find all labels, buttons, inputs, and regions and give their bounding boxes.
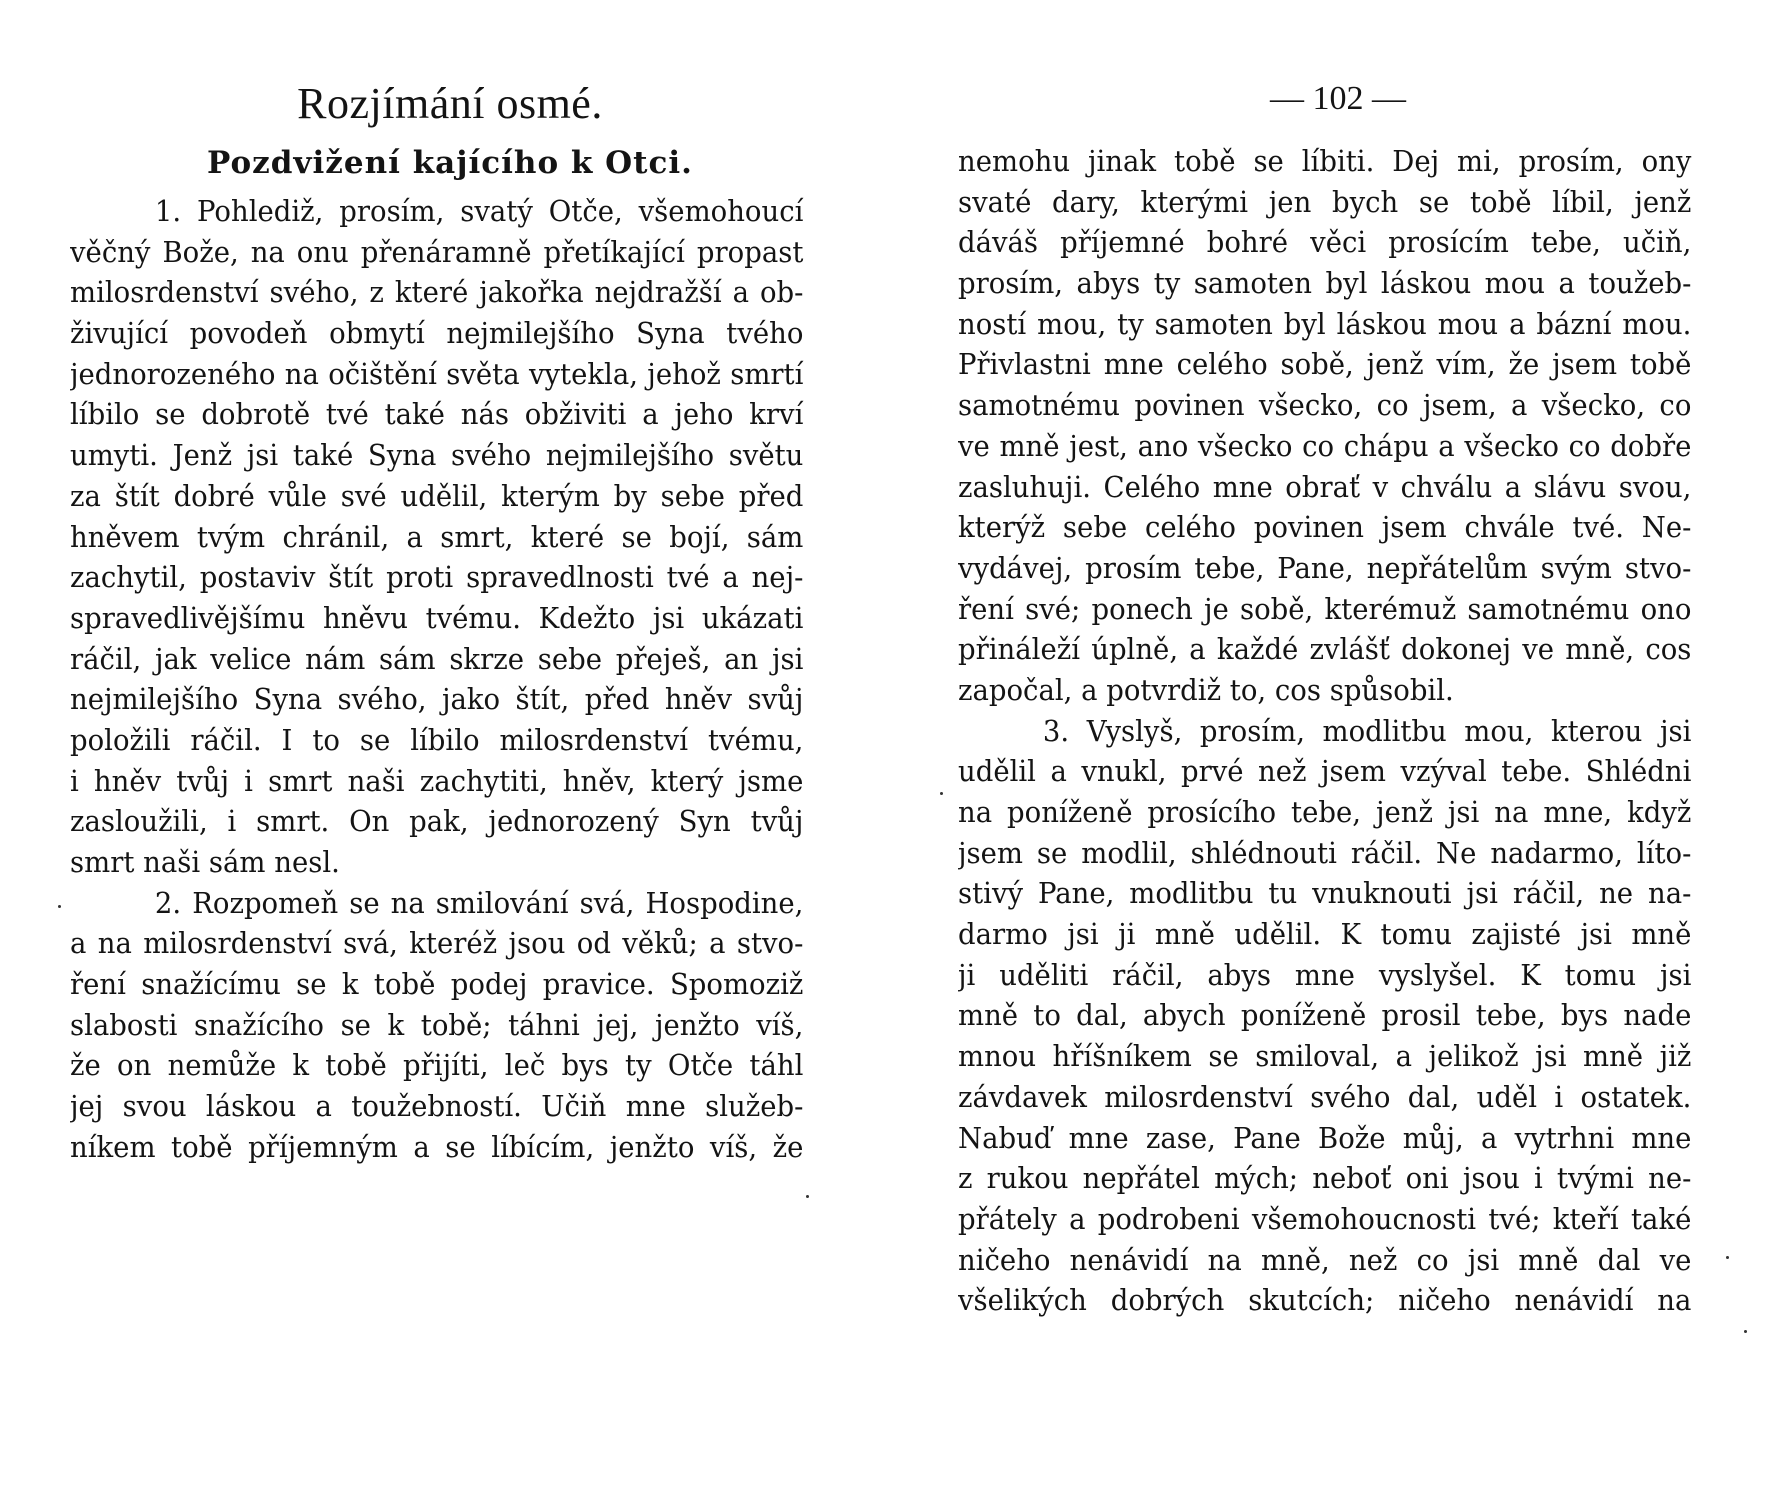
text-line: dáváš příjemné bohré věci prosícím tebe, učiň,: [958, 226, 1692, 260]
text-line: stivý Pane, modlitbu tu vnuknouti jsi ráčil, ne na-: [958, 877, 1692, 911]
text-line: samotnému povinen všecko, co jsem, a všecko, co: [958, 389, 1692, 423]
text-line: 1. Pohlediž, prosím, svatý Otče, všemohoucí: [154, 195, 804, 228]
text-line: slabosti snažícího se k tobě; táhni jej, jenžto víš,: [70, 1008, 804, 1042]
text-line: mně to dal, abych poníženě prosil tebe, bys nade: [958, 999, 1692, 1033]
text-line: všelikých dobrých skutcích; ničeho nenávidí na: [958, 1284, 1692, 1318]
print-speck: [1726, 1256, 1729, 1259]
text-line: ností mou, ty samoten byl láskou mou a bázní mou.: [958, 307, 1692, 341]
text-line: zasloužili, i smrt. On pak, jednorozený Syn tvůj: [70, 805, 804, 839]
text-line: darmo jsi ji mně udělil. K tomu zajisté jsi mně: [958, 918, 1692, 952]
print-speck: [940, 792, 943, 795]
text-line: nemohu jinak tobě se líbiti. Dej mi, prosím, ony: [958, 145, 1692, 178]
text-line: jej svou láskou a toužebností. Učiň mne služeb-: [70, 1090, 804, 1124]
text-line: milosrdenství svého, z které jakořka nejdražší a ob-: [70, 276, 804, 310]
text-line: za štít dobré vůle své udělil, kterým by sebe před: [70, 479, 804, 513]
text-line: 3. Vyslyš, prosím, modlitbu mou, kterou jsi: [1042, 714, 1692, 748]
text-line: ničeho nenávidí na mně, než co jsi mně dal ve: [958, 1243, 1692, 1277]
text-line: líbilo se dobrotě tvé také nás obživiti a jeho krví: [70, 398, 804, 432]
text-line: ve mně jest, ano všecko co chápu a všecko co dobře: [958, 429, 1692, 463]
text-line: vydávej, prosím tebe, Pane, nepřátelům svým stvo-: [958, 551, 1692, 585]
text-line: udělil a vnukl, prvé než jsem vzýval tebe. Shlédni: [958, 755, 1692, 789]
text-line: jednorozeného na očištění světa vytekla, jehož smrtí: [70, 357, 804, 391]
text-line: kterýž sebe celého povinen jsem chvále tvé. Ne-: [958, 511, 1692, 545]
text-line: hněvem tvým chránil, a smrt, které se bojí, sám: [70, 520, 804, 554]
text-line: z rukou nepřátel mých; neboť oni jsou i tvými ne-: [958, 1162, 1692, 1196]
text-line: níkem tobě příjemným a se líbícím, jenžto víš, že: [70, 1130, 804, 1164]
print-speck: [58, 905, 61, 908]
chapter-title: Rozjímání osmé.: [297, 79, 603, 128]
text-line: věčný Bože, na onu přenáramně přetíkající propast: [70, 235, 804, 269]
text-line: Nabuď mne zase, Pane Bože můj, a vytrhni mne: [958, 1121, 1692, 1155]
text-line: na poníženě prosícího tebe, jenž jsi na mne, když: [958, 796, 1692, 829]
page-number: — 102 —: [1270, 80, 1406, 117]
text-line: závdavek milosrdenství svého dal, uděl i ostatek.: [958, 1080, 1692, 1114]
section-title: Pozdvižení kajícího k Otci.: [207, 145, 693, 181]
text-line: ření své; ponech je sobě, kterémuž samotnému ono: [958, 592, 1692, 626]
text-line: jsem se modlil, shlédnouti ráčil. Ne nadarmo, líto-: [958, 836, 1692, 870]
text-line: položili ráčil. I to se líbilo milosrdenství tvému,: [70, 723, 804, 757]
text-line: ření snažícímu se k tobě podej pravice. Spomoziž: [70, 968, 804, 1002]
text-line: spravedlivějšímu hněvu tvému. Kdežto jsi ukázati: [70, 601, 804, 635]
text-line: prosím, abys ty samoten byl láskou mou a toužeb-: [958, 267, 1692, 301]
text-line: přináleží úplně, a každé zvlášť dokonej ve mně, cos: [958, 633, 1692, 667]
text-line: mnou hříšníkem se smiloval, a jelikož jsi mně již: [958, 1040, 1692, 1074]
text-line: svaté dary, kterými jen bych se tobě líbil, jenž: [958, 185, 1692, 219]
print-speck: [806, 1195, 809, 1198]
text-line: živující povodeň obmytí nejmilejšího Syna tvého: [70, 317, 804, 351]
text-line: nejmilejšího Syna svého, jako štít, před hněv svůj: [70, 683, 804, 717]
text-line: umyti. Jenž jsi také Syna svého nejmilejšího světu: [70, 439, 804, 473]
text-line: Přivlastni mne celého sobě, jenž vím, že jsem tobě: [958, 348, 1692, 382]
text-line: zasluhuji. Celého mne obrať v chválu a slávu svou,: [958, 470, 1692, 504]
text-line: započal, a potvrdiž to, cos spůsobil.: [958, 673, 1454, 707]
print-speck: [1744, 1330, 1747, 1333]
text-line: ráčil, jak velice nám sám skrze sebe přeješ, an jsi: [70, 642, 804, 676]
text-line: přátely a podrobeni všemohoucnosti tvé; kteří také: [958, 1202, 1692, 1236]
text-line: a na milosrdenství svá, kteréž jsou od věků; a stvo-: [70, 927, 804, 961]
text-line: ji uděliti ráčil, abys mne vyslyšel. K tomu jsi: [958, 958, 1692, 992]
text-line: smrt naši sám nesl.: [70, 846, 340, 879]
text-line: i hněv tvůj i smrt naši zachytiti, hněv, který jsme: [70, 764, 804, 798]
text-line: zachytil, postaviv štít proti spravedlnosti tvé a nej-: [70, 561, 804, 595]
text-line: že on nemůže k tobě přijíti, leč bys ty Otče táhl: [70, 1049, 804, 1083]
left-page-text: [70, 192, 803, 1169]
text-line: 2. Rozpomeň se na smilování svá, Hospodine,: [154, 886, 804, 920]
right-page-text: [958, 142, 1691, 1322]
